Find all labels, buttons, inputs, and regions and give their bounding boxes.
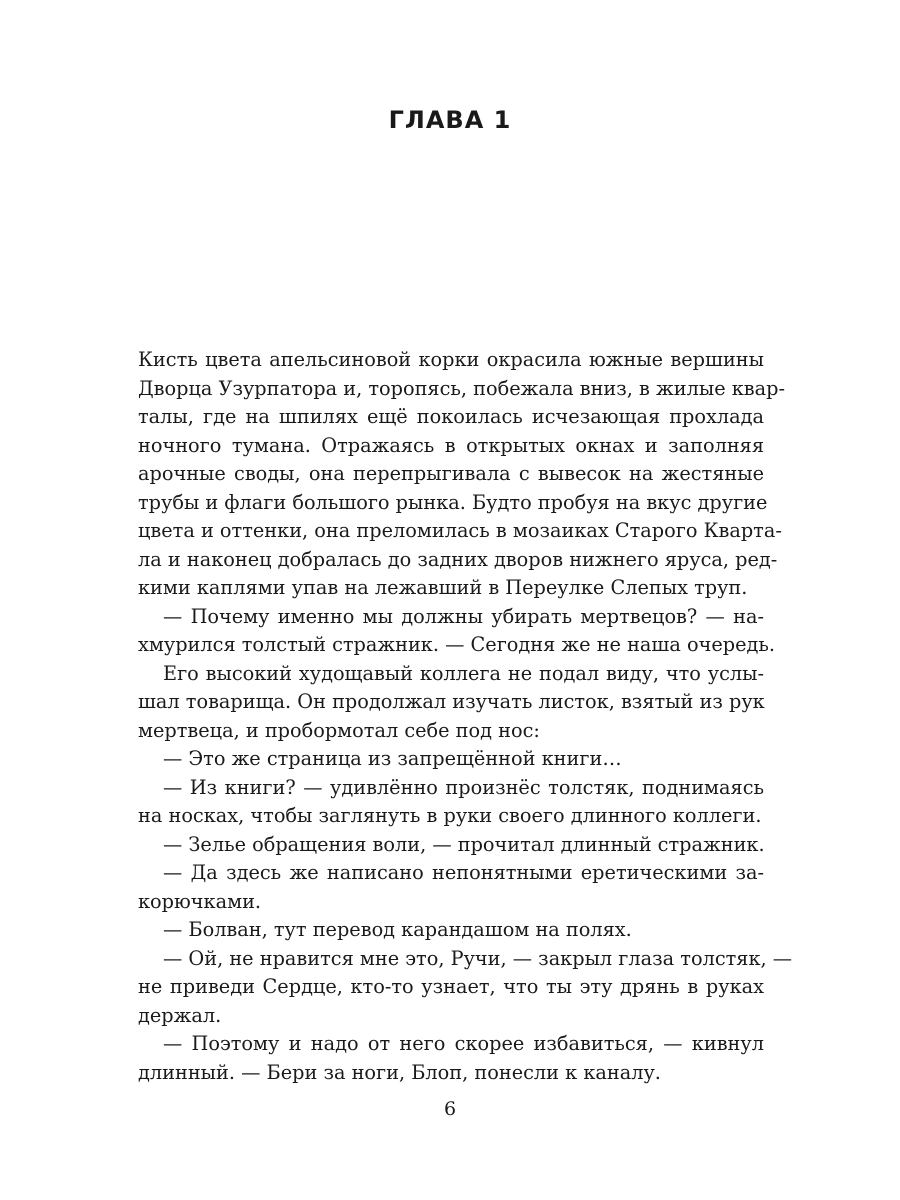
text-line: Его высокий худощавый коллега не подал виду, что услы- xyxy=(163,661,764,685)
text-line: Дворца Узурпатора и, торопясь, побежала вниз, в жилые квар- xyxy=(138,376,786,400)
text-line: не приведи Сердце, кто-то узнает, что ты эту дрянь в руках xyxy=(138,975,764,998)
text-line: — Зелье обращения воли, — прочитал длинный стражник. xyxy=(163,832,765,856)
text-line: хмурился толстый стражник. — Сегодня же не наша очередь. xyxy=(138,633,775,656)
text-line: — Почему именно мы должны убирать мертвецов? — на- xyxy=(163,604,764,628)
text-line: — Да здесь же написано непонятными еретическими за- xyxy=(163,861,764,884)
text-line: — Из книги? — удивлённо произнёс толстяк, поднимаясь xyxy=(163,775,764,799)
chapter-title: ГЛАВА 1 xyxy=(388,106,512,134)
text-line: Кисть цвета апельсиновой корки окрасила южные вершины xyxy=(138,348,764,371)
page-number: 6 xyxy=(443,1098,457,1120)
text-line: — Поэтому и надо от него скорее избавиться, — кивнул xyxy=(163,1032,764,1055)
text-line: талы, где на шпилях ещё покоилась исчезающая прохлада xyxy=(138,405,764,428)
text-line: ла и наконец добралась до задних дворов нижнего яруса, ред- xyxy=(138,547,778,571)
text-line: арочные своды, она перепрыгивала с вывесок на жестяные xyxy=(138,462,764,485)
text-line: кими каплями упав на лежавший в Переулке Слепых труп. xyxy=(138,576,748,599)
text-line: на носках, чтобы заглянуть в руки своего длинного коллеги. xyxy=(138,804,762,827)
body-text xyxy=(138,346,793,1087)
text-line: ночного тумана. Отражаясь в открытых окнах и заполняя xyxy=(138,433,764,457)
text-line: корючками. xyxy=(138,889,262,913)
text-line: трубы и флаги большого рынка. Будто пробуя на вкус другие xyxy=(138,490,768,514)
text-line: держал. xyxy=(138,1003,222,1027)
text-line: — Это же страница из запрещённой книги… xyxy=(163,747,622,770)
text-line: цвета и оттенки, она преломилась в мозаиках Старого Кварта- xyxy=(138,519,782,542)
text-line: длинный. — Бери за ноги, Блоп, понесли к каналу. xyxy=(138,1060,661,1084)
text-line: — Ой, не нравится мне это, Ручи, — закрыл глаза толстяк, — xyxy=(163,946,793,970)
text-line: шал товарища. Он продолжал изучать листок, взятый из рук xyxy=(138,690,765,713)
text-line: — Болван, тут перевод карандашом на полях. xyxy=(163,918,632,941)
text-line: мертвеца, и пробормотал себе под нос: xyxy=(138,718,540,742)
